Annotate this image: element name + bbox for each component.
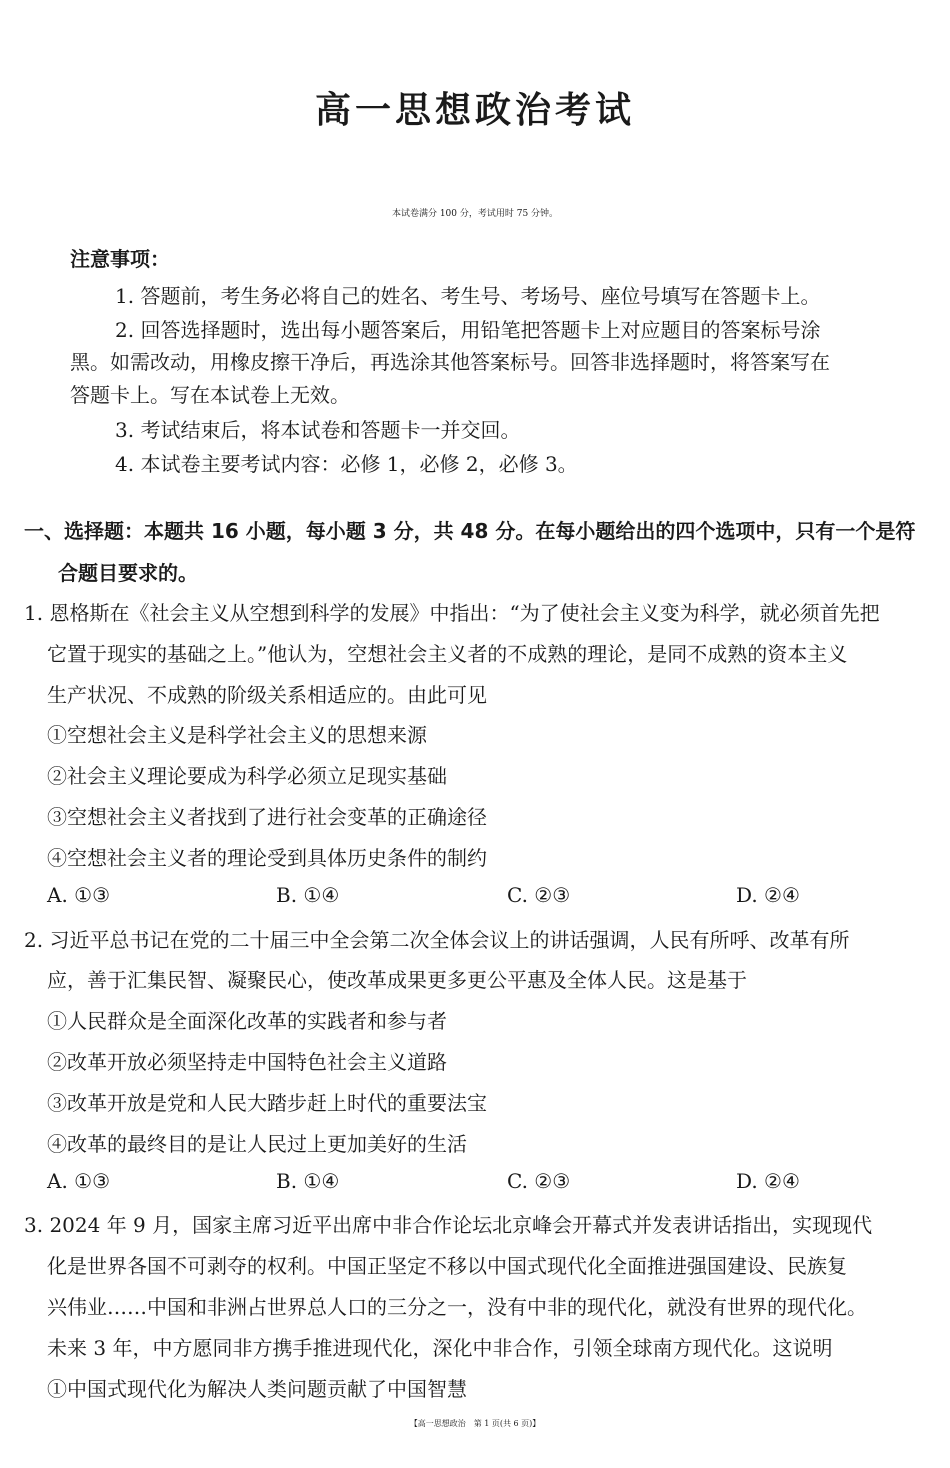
notice-line-1: 1. 答题前，考生务必将自己的姓名、考生号、考场号、座位号填写在答题卡上。 [115, 284, 821, 308]
q1-statement-4: ④空想社会主义者的理论受到具体历史条件的制约 [47, 846, 487, 870]
notice-heading: 注意事项： [70, 247, 170, 271]
section-heading: 一、选择题：本题共 16 小题，每小题 3 分，共 48 分。在每小题给出的四个选项中，只有一个是符 [24, 519, 916, 543]
q1-option-c: C. ②③ [507, 883, 571, 907]
q2-stem-line-1: 2. 习近平总书记在党的二十届三中全会第二次全体会议上的讲话强调，人民有所呼、改革有所 [24, 928, 850, 952]
q2-option-c: C. ②③ [507, 1169, 571, 1193]
q1-stem-line-2: 它置于现实的基础之上。”他认为，空想社会主义者的不成熟的理论，是同不成熟的资本主义 [47, 642, 848, 666]
section-heading-cont: 合题目要求的。 [58, 561, 198, 585]
q2-statement-2: ②改革开放必须坚持走中国特色社会主义道路 [47, 1050, 447, 1074]
q2-option-b: B. ①④ [276, 1169, 340, 1193]
q1-stem-line-1: 1. 恩格斯在《社会主义从空想到科学的发展》中指出：“为了使社会主义变为科学，就必须首先把 [24, 601, 880, 625]
q1-statement-1: ①空想社会主义是科学社会主义的思想来源 [47, 723, 427, 747]
q3-stem-line-2: 化是世界各国不可剥夺的权利。中国正坚定不移以中国式现代化全面推进强国建设、民族复 [47, 1254, 847, 1278]
q1-statement-2: ②社会主义理论要成为科学必须立足现实基础 [47, 764, 447, 788]
q3-stem-line-4: 未来 3 年，中方愿同非方携手推进现代化，深化中非合作，引领全球南方现代化。这说明 [47, 1336, 833, 1360]
q3-statement-1: ①中国式现代化为解决人类问题贡献了中国智慧 [47, 1377, 467, 1401]
q3-stem-line-3: 兴伟业……中国和非洲占世界总人口的三分之一，没有中非的现代化，就没有世界的现代化。 [47, 1295, 867, 1319]
q1-statement-3: ③空想社会主义者找到了进行社会变革的正确途径 [47, 805, 487, 829]
q2-option-d: D. ②④ [736, 1169, 800, 1193]
q2-option-a: A. ①③ [47, 1169, 111, 1193]
notice-line-3: 黑。如需改动，用橡皮擦干净后，再选涂其他答案标号。回答非选择题时，将答案写在 [70, 350, 830, 374]
q1-stem-line-3: 生产状况、不成熟的阶级关系相适应的。由此可见 [47, 683, 487, 707]
q1-option-d: D. ②④ [736, 883, 800, 907]
notice-line-2: 2. 回答选择题时，选出每小题答案后，用铅笔把答题卡上对应题目的答案标号涂 [115, 318, 821, 342]
q1-option-a: A. ①③ [47, 883, 111, 907]
exam-title: 高一思想政治考试 [314, 90, 635, 131]
q2-statement-3: ③改革开放是党和人民大踏步赶上时代的重要法宝 [47, 1091, 487, 1115]
q1-option-b: B. ①④ [276, 883, 340, 907]
q2-statement-1: ①人民群众是全面深化改革的实践者和参与者 [47, 1009, 447, 1033]
notice-line-6: 4. 本试卷主要考试内容：必修 1，必修 2，必修 3。 [115, 452, 578, 476]
exam-subtitle: 本试卷满分 100 分，考试用时 75 分钟。 [391, 209, 559, 219]
q2-stem-line-2: 应，善于汇集民智、凝聚民心，使改革成果更多更公平惠及全体人民。这是基于 [47, 968, 747, 992]
notice-line-4: 答题卡上。写在本试卷上无效。 [70, 383, 350, 407]
page-footer: 【高一思想政治 第 1 页(共 6 页)】 [409, 1419, 541, 1428]
q3-stem-line-1: 3. 2024 年 9 月，国家主席习近平出席中非合作论坛北京峰会开幕式并发表讲话指出，实现现代 [24, 1213, 873, 1237]
notice-line-5: 3. 考试结束后，将本试卷和答题卡一并交回。 [115, 418, 521, 442]
q2-statement-4: ④改革的最终目的是让人民过上更加美好的生活 [47, 1132, 467, 1156]
